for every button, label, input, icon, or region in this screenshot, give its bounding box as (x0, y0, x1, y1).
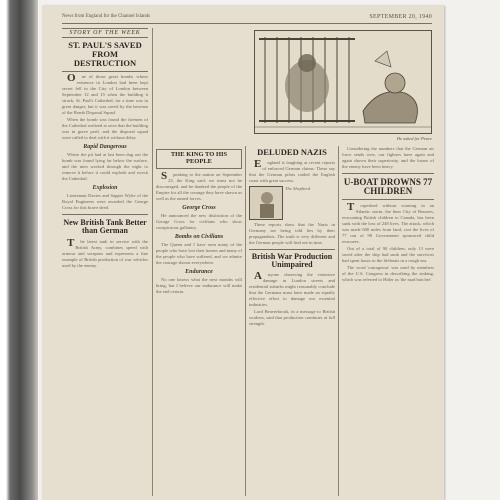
small-cartoon (249, 186, 283, 220)
headline-king: THE KING TO HIS PEOPLE (170, 151, 228, 165)
paragraph: The word 'outrageous' was used by members of the U.S. Congress in describing the sinking, which was referred to Hitler as 'the mad butcher'. (342, 265, 434, 283)
headline-deluded-nazis: DELUDED NAZIS (257, 147, 327, 157)
headline-tank: New British Tank Better than German (63, 217, 147, 236)
paragraph: Considering the numbers that the German air force sends over, our fighters have again and again shown their superiority, and the losses of the enemy have been heavy. (342, 146, 434, 169)
paragraph: Anyone observing the extensive damage in London streets and residential suburbs might reasonably conclude that the Germans must have made an equally effective effort to damage our essential industries. (249, 270, 335, 308)
article-body (156, 242, 242, 266)
newspaper-page (42, 6, 444, 500)
article-body (156, 277, 242, 295)
article-nazis (249, 157, 335, 184)
divider (342, 173, 434, 174)
article-body (285, 186, 335, 220)
story-kicker: STORY OF THE WEEK (62, 28, 148, 38)
paragraph: He announced the new distinction of the George Cross for civilians who show conspicuous gallantry. (156, 212, 242, 230)
paragraph: The Shepherd (285, 185, 311, 191)
binding-strip (0, 0, 38, 500)
column-2 (156, 146, 242, 496)
masthead-date: SEPTEMBER 20, 1940 (369, 13, 432, 20)
article-body (62, 152, 148, 182)
masthead-title: News from England for the Channel Islands (62, 14, 151, 19)
masthead (62, 10, 432, 24)
divider (249, 249, 335, 250)
paragraph: The latest tank in service with the British Army, combines speed with armour and weapons and represents a fine example of British production of war vehicles used by the enemy. (62, 236, 148, 268)
paragraph: The Queen and I have seen many of the people who have lost their homes and many of the people who have suffered, and we admire the courage shown everywhere. (156, 241, 242, 265)
subhead-rapid: Rapid Dangerous (83, 144, 127, 151)
paragraph: When the bomb was found the firemen of the Cathedral realized at once that the building was in grave peril, and the disposal squad were called to deal with it without delay. (62, 117, 148, 141)
article-tank (62, 236, 148, 269)
article-war-production (249, 272, 335, 327)
paragraph: One of those great bombs whose existence in London had been kept secret fell in the City of London between September 12 and 15 when the building it struck, St. Paul's Cathedral, for a time was in great danger, but it was saved by the heroism of the Bomb Disposal Squad. (62, 72, 148, 116)
paragraph: England is laughing at recent reports of enforced German claims. These say that the German pilots raided the English coast with great success. (249, 157, 335, 183)
column-3 (249, 146, 335, 496)
cartoon-illustration (254, 30, 432, 134)
article-st-pauls (62, 74, 148, 141)
divider (62, 214, 148, 215)
paragraph: Speaking to the nation on September 23, the King said: we must not be discouraged, and he thanked the people of the Empire for all the courage they have shown as well as the armed forces. (156, 169, 242, 201)
article-body (62, 193, 148, 211)
paragraph: Out of a total of 90 children, only 13 were saved after the ship had sunk and the survivors had spent hours in the lifeboats in a rough sea. (342, 246, 434, 264)
divider (62, 71, 148, 72)
article-body (156, 213, 242, 231)
subhead-explosion: Explosion (92, 185, 118, 192)
small-cartoons (249, 186, 335, 220)
subhead-george-cross: George Cross (182, 204, 216, 211)
column-rule (338, 146, 339, 496)
headline-war-production: British War Production Unimpaired (251, 251, 333, 269)
cartoon-caption: He asked for Peace (396, 136, 432, 141)
cartoon-drawing (255, 31, 432, 134)
paragraph: No one knows what the next months will bring, but I believe our endurance will make the end certain. (156, 276, 242, 294)
article-body (249, 222, 335, 246)
column-4 (342, 146, 434, 496)
column-rule (245, 146, 246, 496)
headline-u-boat: U-BOAT DROWNS 77 CHILDREN (343, 176, 433, 197)
paragraph: Lieutenant Davies and Sapper Wylie of the Royal Engineers were awarded the George Cross for this brave deed. (62, 193, 148, 211)
divider (342, 199, 434, 200)
paragraph: These reports show that the Nazis in Germany are being told lies by their propagandists. The truth is very different and the German people will find out in time. (249, 221, 335, 245)
cartoon-figure (250, 187, 284, 221)
subhead-endurance: Endurance (185, 268, 213, 275)
paragraph: Torpedoed without warning in an Atlantic storm, the liner City of Benares, evacuating British children to Canada, has been sunk with the loss of 248 lives. The attack, which was made 600 miles from land, cost the lives of 77 out of 90 Government sponsored child evacuees. (342, 201, 434, 245)
column-rule (152, 28, 153, 496)
column-1 (62, 28, 148, 496)
paragraph: Where the pit had at last been dug out the bomb was found lying far below the surface, and the men worked through the night to remove it before it could explode and wreck the Cathedral. (62, 152, 148, 182)
paragraph: Lord Beaverbrook, in a message to British workers, said that production continues at full strength. (249, 309, 335, 327)
king-headline-box (156, 149, 242, 169)
headline-st-pauls: ST. PAUL'S SAVED FROM DESTRUCTION (68, 40, 142, 68)
article-u-boat (342, 203, 434, 283)
article-king (156, 169, 242, 202)
article-body (342, 146, 434, 170)
subhead-bombs: Bombs on Civilians (174, 233, 224, 240)
